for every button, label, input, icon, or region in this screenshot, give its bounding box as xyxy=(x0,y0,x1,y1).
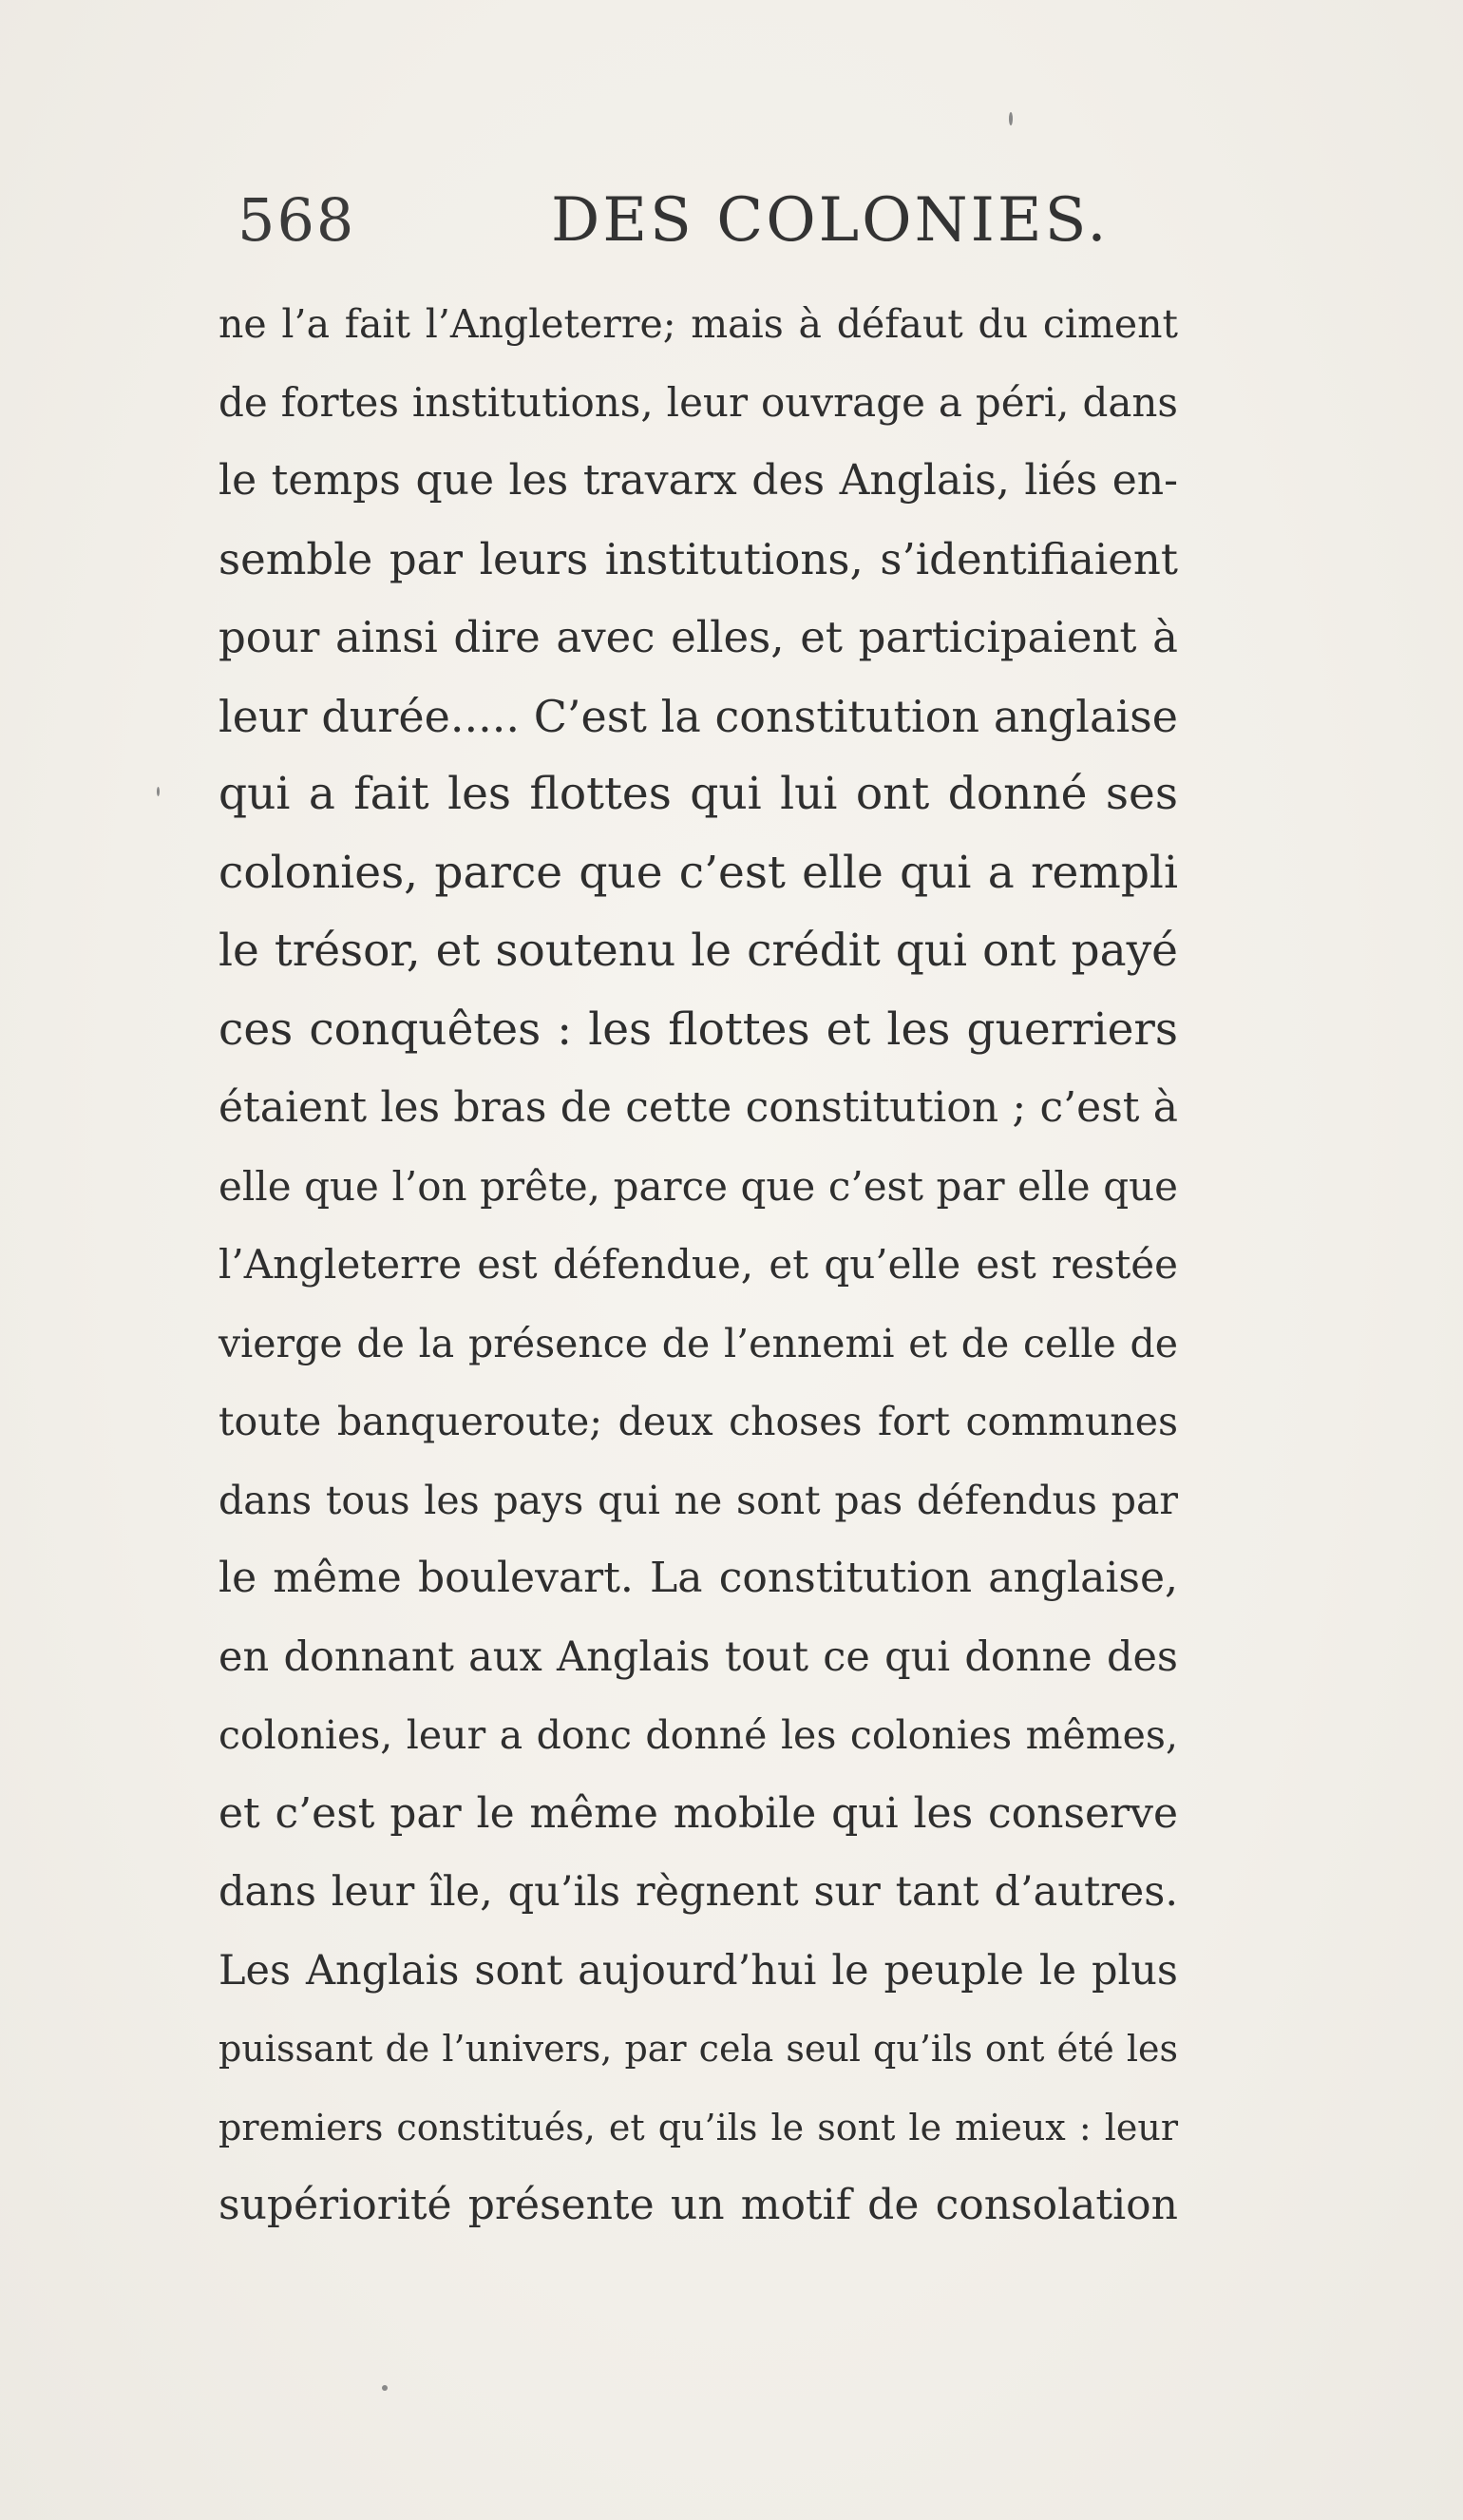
ink-speck xyxy=(157,787,160,796)
text-line: vierge de la présence de l’ennemi et de celle de xyxy=(218,1320,1178,1366)
text-line: de fortes institutions, leur ouvrage a péri, dans xyxy=(218,378,1178,426)
text-line: qui a fait les flottes qui lui ont donné ses xyxy=(218,768,1178,820)
page-header xyxy=(238,185,1197,261)
page-number: 568 xyxy=(238,185,356,255)
text-line: le trésor, et soutenu le crédit qui ont payé xyxy=(218,925,1178,977)
text-line: le même boulevart. La constitution anglaise, xyxy=(218,1554,1178,1602)
text-line: toute banqueroute; deux choses fort communes xyxy=(218,1399,1178,1444)
text-line: colonies, parce que c’est elle qui a rempli xyxy=(218,846,1178,899)
running-title: DES COLONIES. xyxy=(551,185,1110,256)
text-line: leur durée..... C’est la constitution anglaise xyxy=(218,690,1178,742)
text-line: colonies, leur a donc donné les colonies mêmes, xyxy=(218,1712,1178,1758)
text-line: ne l’a fait l’Angleterre; mais à défaut du ciment xyxy=(218,301,1178,347)
text-line: pour ainsi dire avec elles, et participaient à xyxy=(218,612,1178,662)
text-line: ces conquêtes : les flottes et les guerriers xyxy=(218,1002,1178,1056)
text-line: semble par leurs institutions, s’identifiaient xyxy=(218,533,1178,584)
text-line: supériorité présente un motif de consolation xyxy=(218,2181,1178,2229)
text-line: étaient les bras de cette constitution ; c’est à xyxy=(218,1083,1178,1132)
text-line: l’Angleterre est défendue, et qu’elle est restée xyxy=(218,1241,1178,1288)
ink-speck xyxy=(382,2385,388,2391)
text-line: en donnant aux Anglais tout ce qui donne des xyxy=(218,1632,1178,1681)
text-line: Les Anglais sont aujourd’hui le peuple le plus xyxy=(218,1946,1178,1995)
text-line: dans tous les pays qui ne sont pas défendus par xyxy=(218,1477,1178,1523)
text-line: elle que l’on prête, parce que c’est par elle que xyxy=(218,1162,1178,1210)
ink-speck xyxy=(1009,112,1013,125)
text-line: puissant de l’univers, par cela seul qu’ils ont été les xyxy=(218,2028,1178,2070)
text-line: le temps que les travarx des Anglais, liés en- xyxy=(218,456,1178,505)
text-line: premiers constitués, et qu’ils le sont le mieux : leur xyxy=(218,2106,1178,2148)
text-line: et c’est par le même mobile qui les conserve xyxy=(218,1788,1178,1838)
text-line: dans leur île, qu’ils règnent sur tant d’autres. xyxy=(218,1868,1178,1916)
body-text xyxy=(218,285,1178,2245)
